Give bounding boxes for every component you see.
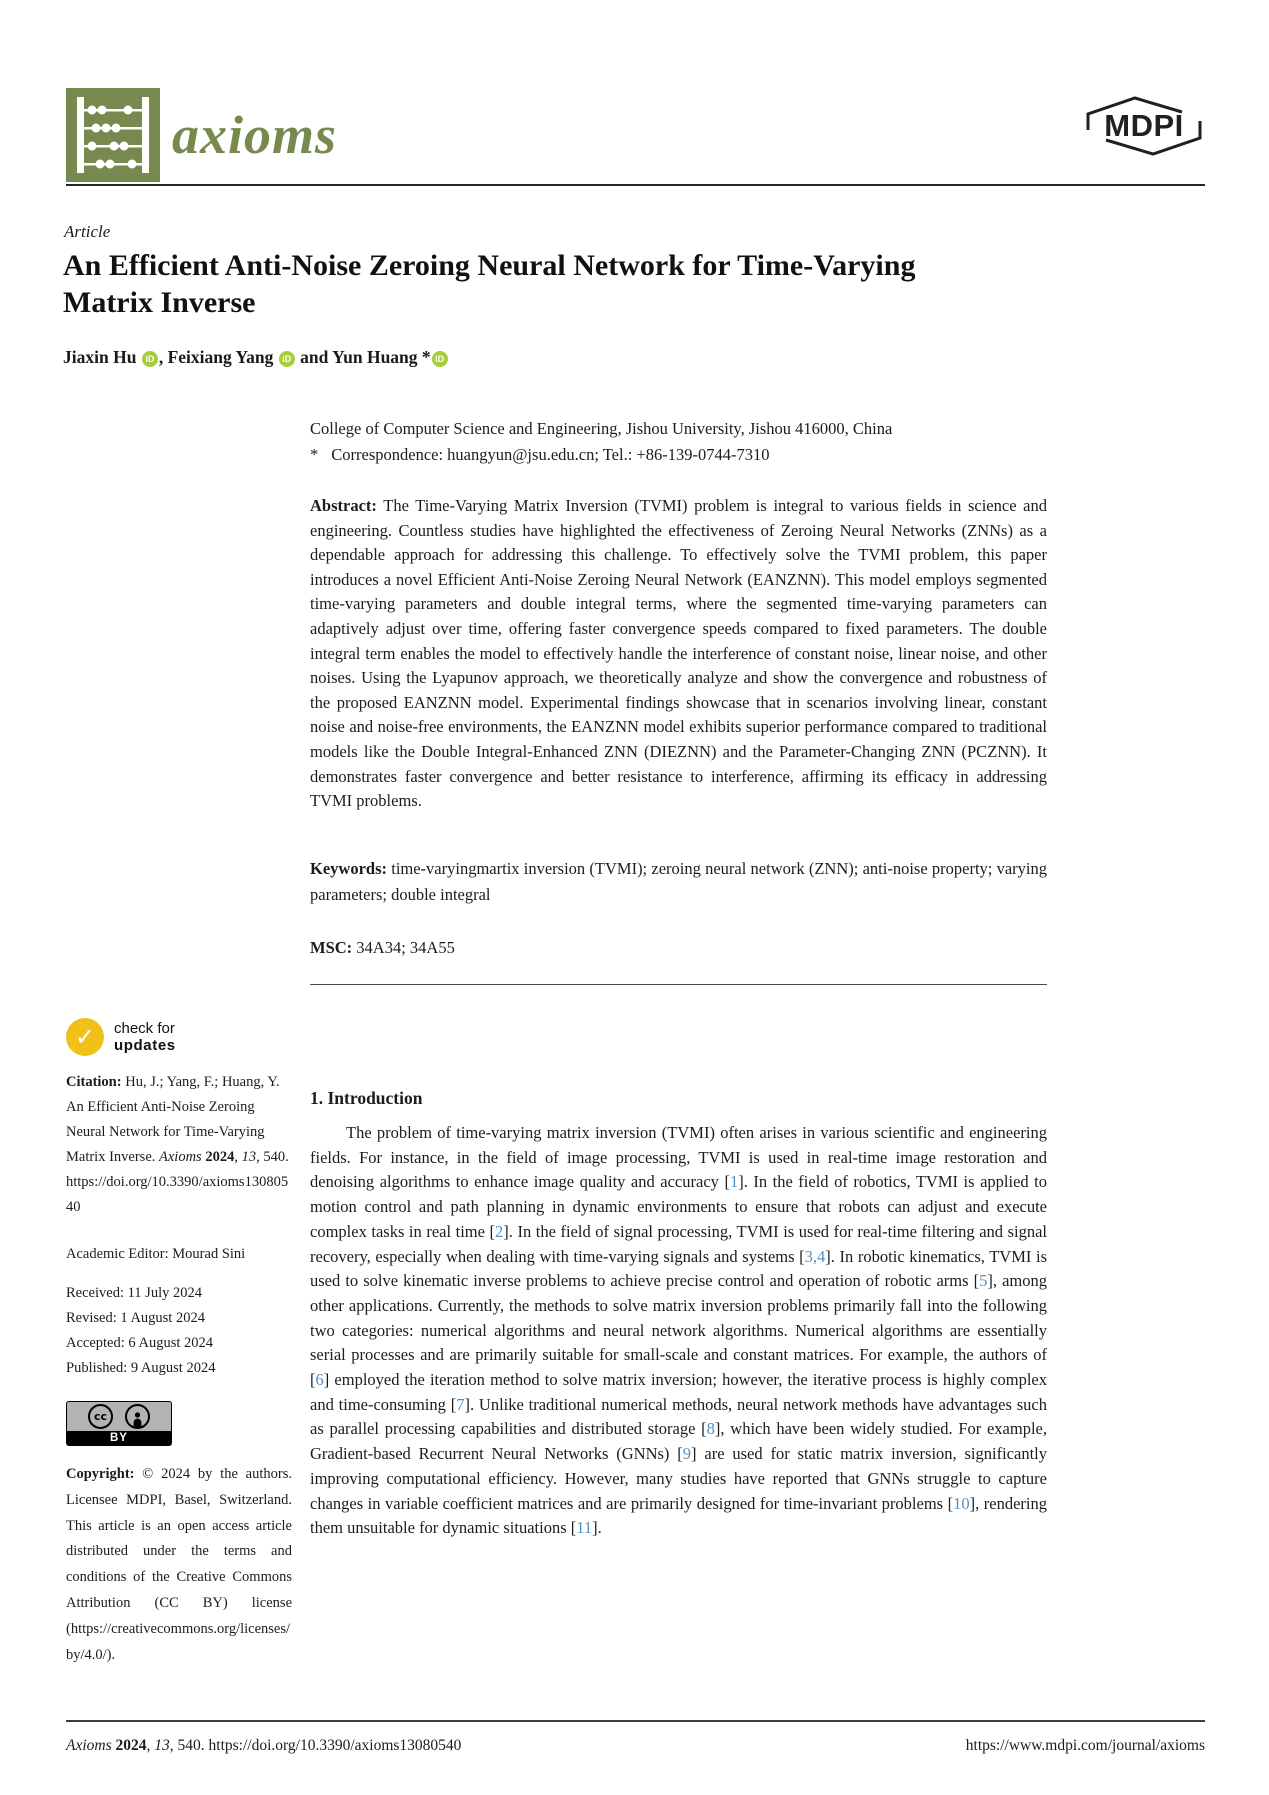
abstract-text: The Time-Varying Matrix Inversion (TVMI) problem is integral to various fields in science and engineering. Countless studies have highlighted the effectiveness of Zeroing Neural Networks (ZNNs) as a dependable approach for addressing this challenge. To effectively solve the TVMI problem, this paper introduces a novel Efficient Anti-Noise Zeroing Neural Network (EANZNN). This model employs segmented time-varying parameters and double integral terms, where the segmented time-varying parameters can adaptively adjust over time, offering faster convergence speeds compared to fixed parameters. The double integral term enables the model to effectively handle the interference of constant noise, linear noise, and other noises. Using the Lyapunov approach, we theoretically analyze and show the convergence and robustness of the proposed EANZNN model. Experimental findings showcase that in scenarios involving linear, constant noise and noise-free environments, the EANZNN model exhibits superior performance compared to traditional models like the Double Integral-Enhanced ZNN (DIEZNN) and the Parameter-Changing ZNN (PCZNN). It demonstrates faster convergence and better resistance to interference, affirming its efficacy in addressing TVMI problems. (310, 496, 1047, 811)
mdpi-logo (1081, 94, 1207, 160)
citation-ref[interactable]: 1 (729, 1172, 739, 1192)
authors-line: Jiaxin Hu iD , Feixiang Yang iD and Yun Huang * iD (63, 347, 449, 368)
cc-badge-icons (66, 1401, 172, 1431)
citation-ref[interactable]: 5 (979, 1271, 988, 1291)
correspondence-marker: * (310, 445, 319, 464)
revised-date: Revised: 1 August 2024 (66, 1310, 205, 1326)
journal-wordmark: axioms (172, 105, 338, 165)
mdpi-wordmark: MDPI (1104, 108, 1184, 143)
published-date: Published: 9 August 2024 (66, 1360, 216, 1376)
cc-by-label: BY (66, 1431, 172, 1446)
left-sidebar (66, 1018, 292, 1668)
citation-ref[interactable]: 11 (576, 1518, 593, 1538)
citation-ref[interactable]: 3,4 (804, 1246, 826, 1266)
keywords-text: time-varyingmartix inversion (TVMI); zeroing neural network (ZNN); anti-noise property; varying parameters; double integral (310, 858, 1047, 904)
axioms-journal-logo (66, 88, 337, 182)
abacus-icon (66, 88, 160, 182)
footer-citation: Axioms 2024, 13, 540. https://doi.org/10.3390/axioms13080540 (66, 1737, 462, 1754)
cc-icon: cc (88, 1404, 113, 1429)
accepted-date: Accepted: 6 August 2024 (66, 1335, 213, 1351)
abstract-label: Abstract: (310, 496, 377, 515)
introduction-section (310, 1088, 1047, 1541)
citation-ref[interactable]: 9 (682, 1444, 692, 1464)
footer-journal-link[interactable]: https://www.mdpi.com/journal/axioms (965, 1737, 1205, 1754)
affiliation-line: College of Computer Science and Engineering, Jishou University, Jishou 416000, China (310, 419, 893, 438)
section-heading-introduction: 1. Introduction (310, 1088, 423, 1108)
page-footer (66, 1737, 1205, 1755)
orcid-icon[interactable]: iD (432, 351, 448, 367)
orcid-icon[interactable]: iD (279, 351, 295, 367)
msc-text: 34A34; 34A55 (352, 937, 455, 957)
correspondence-text: Correspondence: huangyun@jsu.edu.cn; Tel.: +86-139-0744-7310 (331, 445, 770, 464)
check-icon: ✓ (66, 1018, 104, 1056)
citation-ref[interactable]: 10 (953, 1493, 970, 1513)
citation-ref[interactable]: 7 (456, 1394, 465, 1414)
abstract-paragraph (310, 494, 1047, 814)
check-for-updates-line2: updates (114, 1037, 176, 1054)
history-dates (66, 1281, 292, 1381)
copyright-block: Copyright: © 2024 by the authors. Licensee MDPI, Basel, Switzerland. This article is an open access article distributed under the terms and conditions of the Creative Commons Attribution (CC BY) license (https://creativecommons.org/licenses/by/4.0/). (66, 1466, 292, 1663)
citation-block: Citation: Hu, J.; Yang, F.; Huang, Y. An Efficient Anti-Noise Zeroing Neural Network for Time-Varying Matrix Inverse. Axioms 2024, 13, 540. https://doi.org/10.3390/axioms13080540 (66, 1074, 289, 1215)
citation-ref[interactable]: 8 (706, 1419, 715, 1439)
msc-paragraph (310, 936, 1047, 961)
keywords-label: Keywords: (310, 858, 387, 878)
check-for-updates-label (114, 1020, 176, 1054)
check-for-updates-line1: check for (114, 1020, 175, 1037)
citation-ref[interactable]: 6 (315, 1370, 324, 1390)
footer-divider (66, 1720, 1205, 1722)
orcid-icon[interactable]: iD (142, 351, 158, 367)
abstract-divider (310, 984, 1047, 985)
introduction-paragraph: The problem of time-varying matrix inversion (TVMI) often arises in various scientific and engineering fields. For instance, in the field of image processing, TVMI is used in real-time image restoration and denoising algorithms to enhance image quality and accuracy [1]. In the field of robotics, TVMI is applied to motion control and path planning in dynamic environments to ensure that robots can adjust and execute complex tasks in real time [2]. In the field of signal processing, TVMI is used for real-time filtering and signal recovery, especially when dealing with time-varying signals and systems [3,4]. In robotic kinematics, TVMI is used to solve kinematic inverse problems to achieve precise control and operation of robotic arms [5], among other applications. Currently, the methods to solve matrix inversion problems primarily fall into the following two categories: numerical algorithms and neural network algorithms. Numerical algorithms are essentially serial processes and are primarily suitable for small-scale and constant matrices. For example, the authors of [6] employed the iteration method to solve matrix inversion; however, the iterative process is highly complex and time-consuming [7]. Unlike traditional numerical methods, neural network methods have advantages such as parallel processing capabilities and distributed storage [8], which have been widely studied. For example, Gradient-based Recurrent Neural Networks (GNNs) [9] are used for static matrix inversion, significantly improving computational efficiency. However, many studies have reported that GNNs struggle to capture changes in variable coefficient matrices and are primarily designed for time-invariant problems [10], rendering them unsuitable for dynamic situations [11]. (310, 1123, 1048, 1538)
msc-label: MSC: (310, 937, 353, 957)
header-divider (66, 184, 1205, 186)
keywords-paragraph (310, 856, 1047, 908)
citation-ref[interactable]: 2 (495, 1221, 504, 1241)
cc-by-license-badge[interactable] (66, 1401, 172, 1446)
academic-editor-line: Academic Editor: Mourad Sini (66, 1246, 246, 1262)
front-matter-column (310, 416, 1047, 994)
check-for-updates-badge[interactable] (66, 1018, 226, 1056)
article-type-label: Article (64, 222, 111, 241)
correspondence-line (310, 442, 1047, 468)
person-icon (125, 1404, 150, 1429)
page-title: An Efficient Anti-Noise Zeroing Neural Network for Time-Varying Matrix Inverse (63, 249, 916, 319)
received-date: Received: 11 July 2024 (66, 1285, 202, 1301)
